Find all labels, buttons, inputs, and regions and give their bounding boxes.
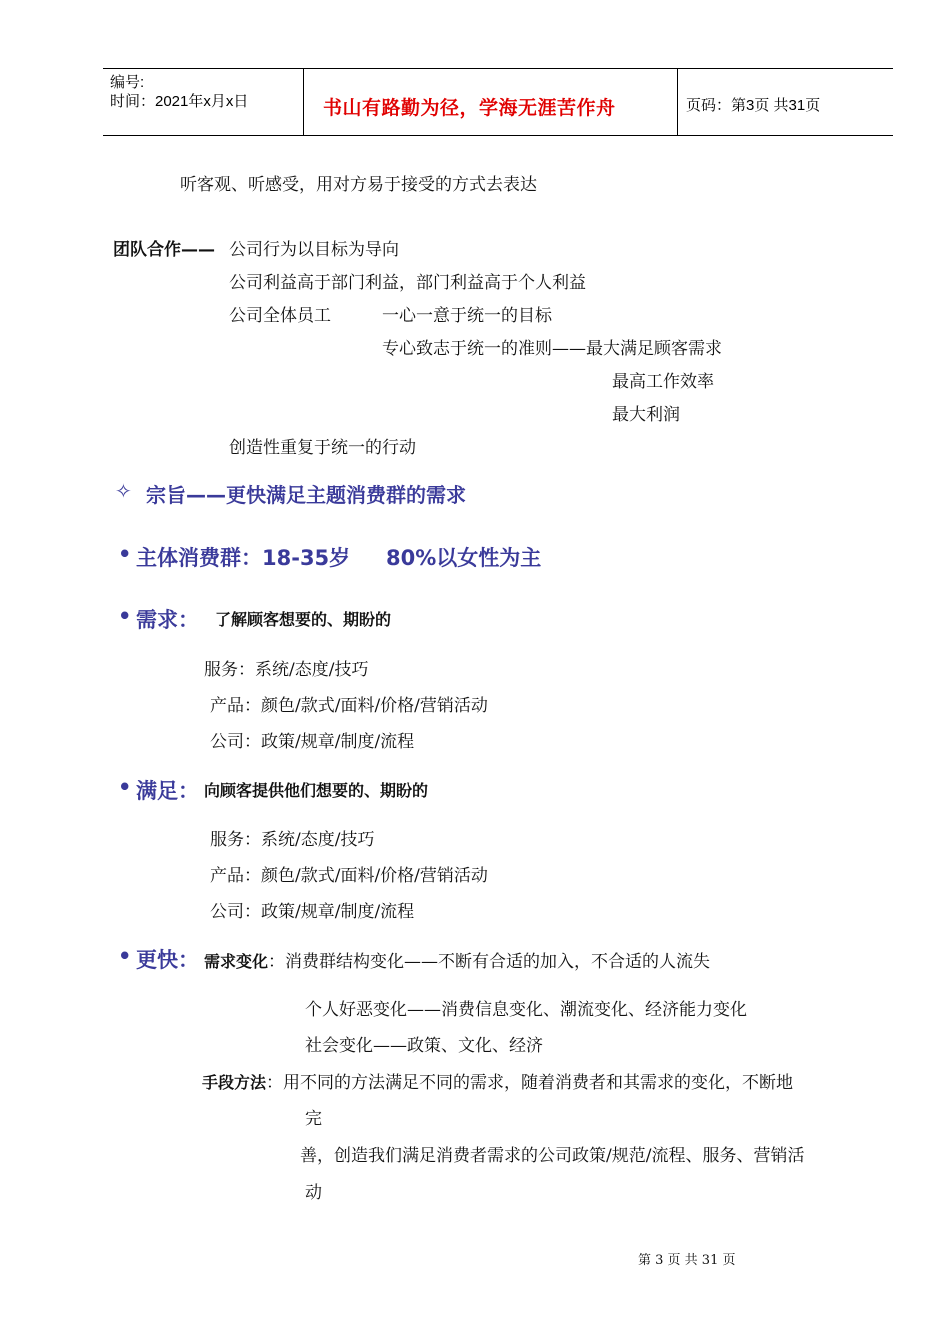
consumers-label: 主体消费群：18-35岁 xyxy=(136,546,351,570)
satisfy-product: 产品：颜色/款式/面料/价格/营销活动 xyxy=(210,866,488,886)
needs-label: 需求： xyxy=(136,608,199,632)
faster-means-wrap-1: 完 xyxy=(305,1109,322,1129)
purpose-marker-icon: ✧ xyxy=(115,479,132,503)
needs-service: 服务：系统/态度/技巧 xyxy=(204,660,369,680)
needs-company: 公司：政策/规章/制度/流程 xyxy=(210,732,415,752)
satisfy-service: 服务：系统/态度/技巧 xyxy=(210,830,375,850)
consumers-bullet: • xyxy=(118,542,132,566)
team-efficiency: 最高工作效率 xyxy=(612,372,714,392)
needs-bullet: • xyxy=(118,604,132,628)
header-bottom-rule xyxy=(103,135,893,136)
satisfy-label: 满足： xyxy=(136,779,199,803)
faster-label: 更快： xyxy=(136,948,199,972)
satisfy-company: 公司：政策/规章/制度/流程 xyxy=(210,902,415,922)
team-goal: 一心一意于统一的目标 xyxy=(382,306,552,326)
team-staff: 公司全体员工 xyxy=(229,306,331,326)
needs-product: 产品：颜色/款式/面料/价格/营销活动 xyxy=(210,696,488,716)
team-criteria: 专心致志于统一的准则——最大满足顾客需求 xyxy=(382,339,722,359)
faster-means-line-2: 善，创造我们满足消费者需求的公司政策/规范/流程、服务、营销活 xyxy=(300,1146,805,1166)
faster-change-row xyxy=(204,947,710,972)
header-date: 时间：2021年x月x日 xyxy=(110,93,249,110)
faster-personal: 个人好恶变化——消费信息变化、潮流变化、经济能力变化 xyxy=(305,1000,747,1020)
team-line-2: 公司利益高于部门利益，部门利益高于个人利益 xyxy=(229,273,586,293)
header-motto: 书山有路勤为径，学海无涯苦作舟 xyxy=(323,97,616,119)
team-label: 团队合作—— xyxy=(113,240,215,260)
header-divider-left xyxy=(303,68,304,136)
header-number-label: 编号: xyxy=(110,74,145,91)
header-divider-right xyxy=(677,68,678,136)
footer-page-number: 第 3 页 共 31 页 xyxy=(638,1253,736,1268)
intro-line: 听客观、听感受，用对方易于接受的方式去表达 xyxy=(180,175,537,195)
faster-social: 社会变化——政策、文化、经济 xyxy=(305,1036,543,1056)
needs-desc: 了解顾客想要的、期盼的 xyxy=(215,610,392,629)
satisfy-desc: 向顾客提供他们想要的、期盼的 xyxy=(204,781,429,800)
faster-change-label: 需求变化 xyxy=(204,952,269,971)
team-profit: 最大利润 xyxy=(612,405,680,425)
header-page-number: 页码：第3页 共31页 xyxy=(686,97,821,114)
consumers-female: 80%以女性为主 xyxy=(386,546,542,570)
purpose-title: 宗旨——更快满足主题消费群的需求 xyxy=(146,483,466,507)
faster-means-text: ：用不同的方法满足不同的需求，随着消费者和其需求的变化，不断地 xyxy=(266,1073,794,1093)
faster-bullet: • xyxy=(118,944,132,968)
faster-means-row xyxy=(202,1068,793,1093)
faster-means-wrap-2: 动 xyxy=(305,1183,322,1203)
faster-change-text: ：消费群结构变化——不断有合适的加入，不合适的人流失 xyxy=(268,952,711,972)
header-top-rule xyxy=(103,68,893,69)
team-line-1: 公司行为以目标为导向 xyxy=(229,240,399,260)
faster-means-label: 手段方法 xyxy=(202,1073,267,1092)
team-creative: 创造性重复于统一的行动 xyxy=(229,438,416,458)
satisfy-bullet: • xyxy=(118,775,132,799)
